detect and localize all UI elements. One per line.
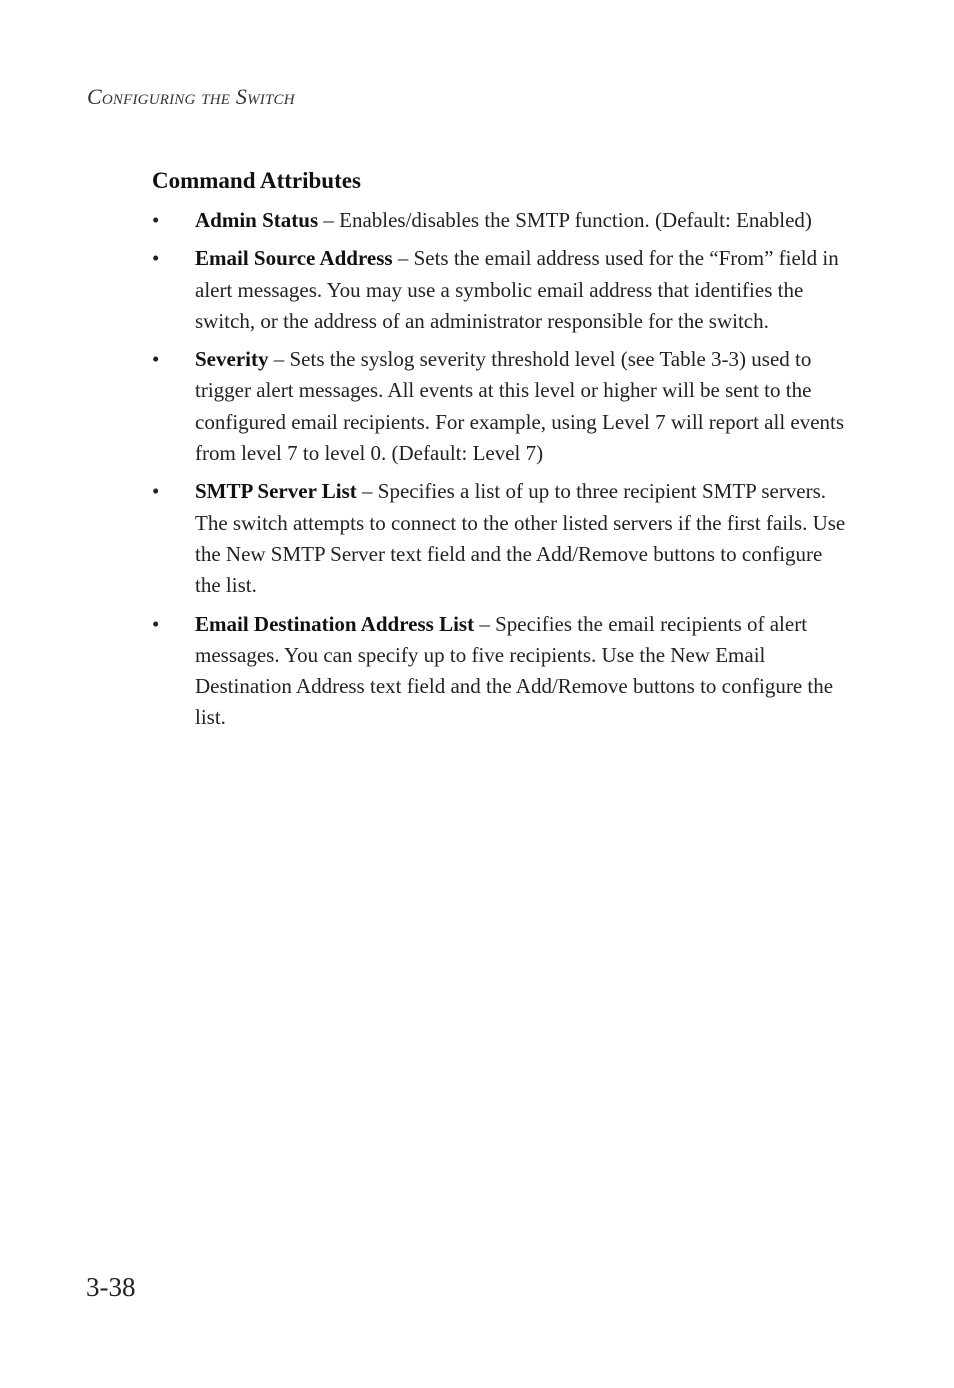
bullet-icon: • bbox=[152, 479, 160, 504]
bullet-icon: • bbox=[152, 611, 160, 636]
attribute-separator: – bbox=[474, 611, 496, 636]
attribute-description: Enables/disables the SMTP function. (Default: Enabled) bbox=[339, 208, 812, 232]
attribute-item-email-source-address bbox=[152, 243, 852, 337]
running-header: Configuring the Switch bbox=[87, 84, 295, 109]
attribute-term: Admin Status bbox=[195, 208, 319, 232]
bullet-icon: • bbox=[152, 208, 160, 232]
attribute-term: Email Source Address bbox=[195, 246, 393, 271]
bullet-icon: • bbox=[152, 246, 160, 271]
attribute-term: Email Destination Address List bbox=[195, 611, 475, 636]
attribute-separator: – bbox=[318, 208, 340, 232]
attribute-term: Severity bbox=[195, 347, 269, 372]
attribute-term: SMTP Server List bbox=[195, 479, 357, 504]
attribute-description: Sets the email address used for the “From” field in alert messages. You may use a symbolic email address that identifies the switch, or the address of an administrator responsible for the switch. bbox=[195, 246, 839, 333]
attribute-item-email-destination-address-list bbox=[152, 609, 852, 734]
attribute-separator: – bbox=[268, 347, 290, 372]
attribute-description: Specifies a list of up to three recipient SMTP servers. The switch attempts to connect to the other listed servers if the first fails. Use the New SMTP Server text field and the Add/Remove buttons to configure the list. bbox=[195, 479, 846, 598]
page-number: 3-38 bbox=[86, 1272, 136, 1302]
attribute-item-admin-status bbox=[152, 205, 852, 236]
section-heading: Command Attributes bbox=[152, 168, 361, 193]
attribute-description: Specifies the email recipients of alert messages. You can specify up to five recipients. Use the New Email Destination Address text field and the Add/Remove buttons to configure the list. bbox=[195, 611, 834, 730]
bullet-icon: • bbox=[152, 347, 160, 372]
attribute-separator: – bbox=[356, 479, 378, 504]
attribute-separator: – bbox=[392, 246, 414, 271]
attribute-item-severity bbox=[152, 344, 852, 469]
attribute-item-smtp-server-list bbox=[152, 476, 852, 601]
attribute-list bbox=[152, 205, 852, 741]
attribute-description: Sets the syslog severity threshold level (see Table 3-3) used to trigger alert messages. All events at this level or higher will be sent to the configured email recipients. For example, using Level 7 will report all events from level 7 to level 0. (Default: Level 7) bbox=[195, 347, 845, 466]
